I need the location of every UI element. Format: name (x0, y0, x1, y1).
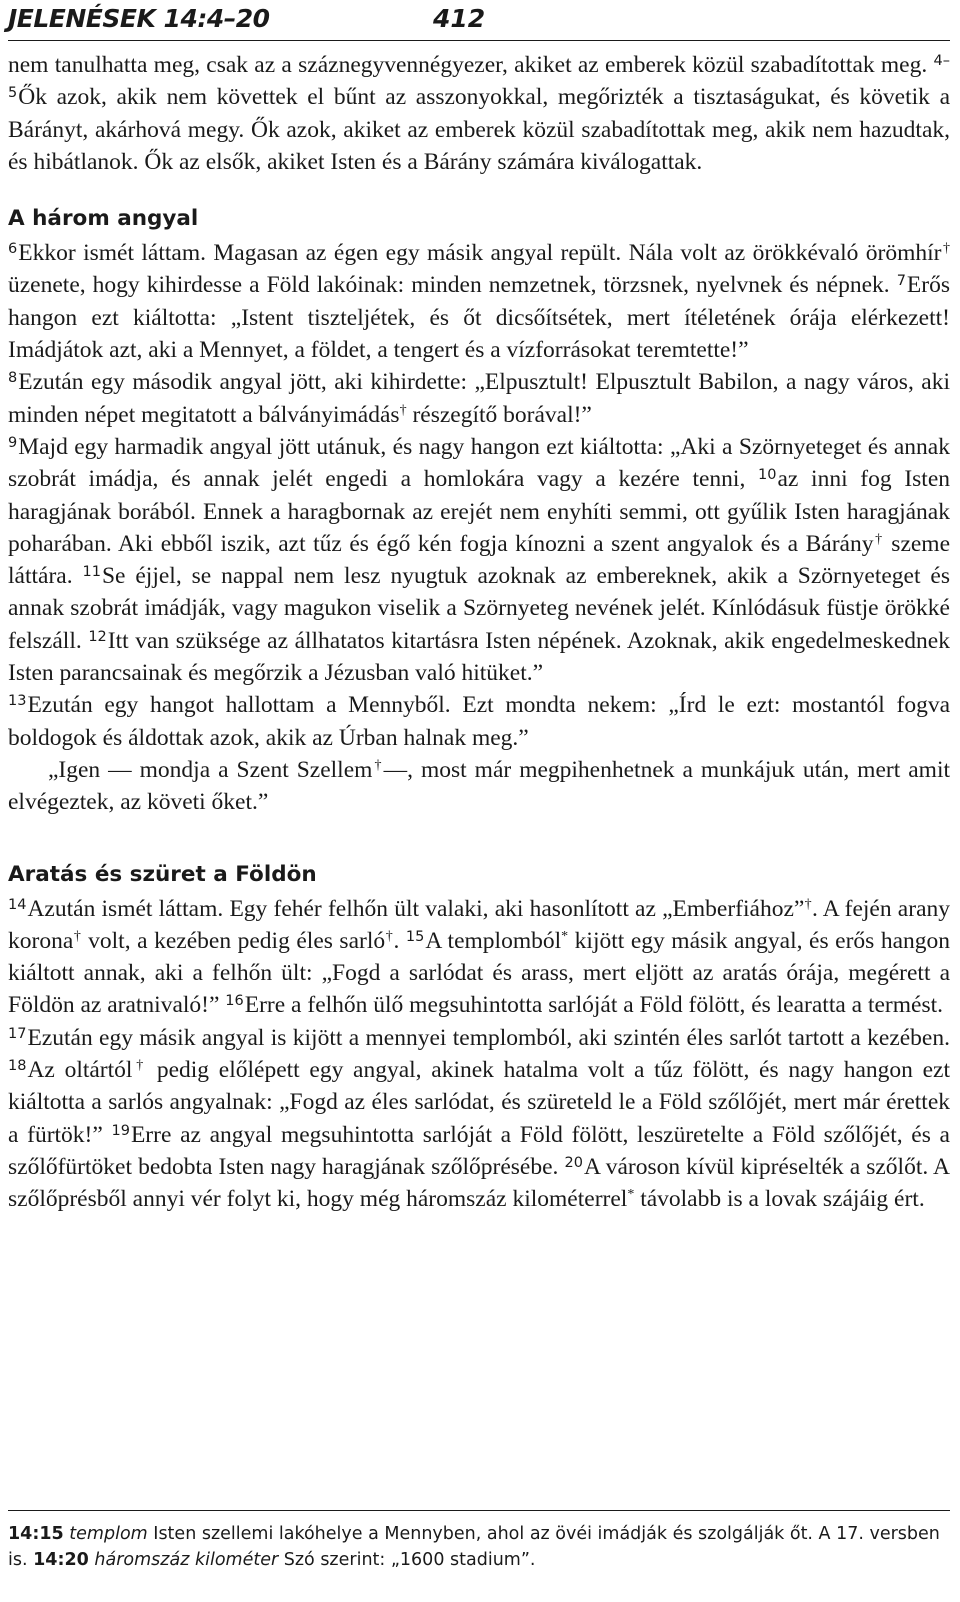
verse-text: Majd egy harmadik angyal jött utánuk, és nagy hangon ezt kiáltotta: „Aki a Szörnyeteget és annak szobrát imádja, és annak jelét engedi a homlokára vagy a kezére tenni, (8, 433, 950, 493)
verse-text: szeme láttára. (8, 530, 951, 590)
verse-text: Se éjjel, se nappal nem lesz nyugtuk azoknak az embereknek, akik a Szörnyeteget és annak szobrát imádják, vagy magukon viselik a Szörnyeteg nevének jelét. Kínlódásuk füstje örökké felszáll. (8, 563, 950, 654)
glossary-marker: * (627, 1187, 635, 1203)
verse-number: 13 (8, 693, 27, 710)
verse-text: Ezután egy második angyal jött, aki kihirdette: „Elpusztult! Elpusztult Babilon, a nagy város, aki minden népet megitatott a bálványimádás (8, 369, 950, 428)
footnote-text: Isten szellemi lakóhelye a Mennyben, ahol az övéi imádják és szolgálják őt. A 17. versben is. (8, 1524, 940, 1570)
verse-number: 14 (8, 896, 27, 913)
verse-text: részegítő borával!” (406, 401, 592, 428)
verse-text: Ezután egy hangot hallottam a Mennyből. Ezt mondta nekem: „Írd le ezt: mostantól fogva boldogok és áldottak azok, akik az Úrban halnak meg.” (8, 692, 950, 751)
footnote-text: Szó szerint: „1600 stadium”. (283, 1550, 536, 1570)
verse-number: 11 (82, 564, 101, 581)
paragraph (8, 366, 950, 431)
verse-text: az inni fog Isten haragjának borából. Ennek a haragbornak az erejét nem enyhíti semmi, ott gyűlik Isten haragjának poharában. Aki ebből iszik, azt tűz és égő kén fogja kínozni a szent angyalok és a Bárány (8, 466, 951, 557)
section-heading: A három angyal (8, 206, 199, 232)
footnotes (8, 1510, 950, 1573)
verse-text: Erős hangon ezt kiáltotta: „Istent tiszteljétek, és őt dicsőítsétek, mert ítéletének órája elérkezett! Imádjátok azt, aki a Mennyet, a földet, a tengert és a vízforrásokat teremtette!” (8, 272, 950, 364)
verse-text: „Igen — mondja a Szent Szellem (48, 756, 373, 783)
verse-text: Erre a felhőn ülő megsuhintotta sarlóját a Föld fölött, és learatta a termést. (244, 992, 944, 1019)
verse-text: Ezután egy másik angyal is kijött a mennyei templomból, aki szintén éles sarlót tartott a kezében. (27, 1024, 950, 1051)
paragraph (8, 237, 950, 366)
verse-text: Az oltártól (27, 1057, 133, 1084)
verse-text: A városon kívül kipréselték a szőlőt. A szőlőprésből annyi vér folyt ki, hogy még háromszáz kilométerrel (8, 1153, 950, 1213)
running-header (8, 0, 950, 41)
verse-text: pedig előlépett egy angyal, akinek hatalma volt a tűz fölött, és nagy hangon ezt kiáltotta a sarlós angyalnak: „Fogd az éles sarlódat, és szüreteld le a Föld szőlőjét, mert már érettek a fürtök!” (8, 1057, 951, 1148)
verse-text: Ekkor ismét láttam. Magasan az égen egy másik angyal repült. Nála volt az örökkévaló örömhír (18, 240, 942, 267)
section-heading: Aratás és szüret a Földön (8, 861, 317, 887)
verse-number: 8 (8, 370, 18, 387)
verse-text: Azután ismét láttam. Egy fehér felhőn ült valaki, aki hasonlított az „Emberfiához” (27, 895, 805, 922)
scripture-text (8, 49, 950, 1216)
paragraph (8, 689, 950, 754)
verse-text: távolabb is a lovak szájáig ért. (634, 1186, 925, 1213)
verse-number: 17 (8, 1025, 27, 1042)
verse-number: 19 (111, 1122, 130, 1139)
verse-number: 9 (8, 434, 18, 451)
verse-number: 7 (896, 273, 906, 290)
glossary-marker: † (372, 757, 384, 773)
verse-number: 15 (405, 928, 425, 945)
glossary-marker: * (561, 928, 569, 944)
glossary-marker: † (804, 896, 812, 912)
paragraph (8, 49, 950, 178)
paragraph (8, 1022, 950, 1216)
verse-number: 20 (564, 1154, 583, 1171)
glossary-marker: † (385, 928, 394, 944)
glossary-marker: † (941, 241, 950, 257)
verse-number: 16 (225, 993, 244, 1010)
chapter-reference: JELENÉSEK 14:4–20 (8, 4, 270, 33)
paragraph (8, 893, 950, 1022)
footnote-term: háromszáz kilométer (94, 1550, 279, 1570)
verse-number: 10 (758, 467, 777, 484)
verse-text: Itt van szüksége az állhatatos kitartásra Isten népének. Azoknak, akik engedelmeskednek Isten parancsainak és megőrzik a Jézusban való hitüket.” (8, 627, 950, 687)
verse-text: A templomból (425, 927, 562, 954)
verse-text: Ők azok, akik nem követtek el bűnt az asszonyokkal, megőrizték a tisztaságukat, és követik a Bárányt, akárhová megy. Ők azok, akiket az emberek közül szabadítottak meg, akik nem hazudtak, és hibátlanok. Ők az elsők, akiket Isten és a Bárány számára kiválogattak. (8, 84, 950, 175)
verse-text: —, most már megpihenhetnek a munkájuk után, mert amit elvégeztek, az követi őket.” (8, 756, 950, 816)
footnote-reference: 14:20 (33, 1550, 89, 1570)
verse-text: nem tanulhatta meg, csak az a száznegyvennégyezer, akiket az emberek közül szabadítottak meg. (8, 52, 934, 78)
verse-number: 12 (88, 628, 107, 645)
verse-text: Erre az angyal megsuhintotta sarlóját a Föld fölött, leszüretelte a Föld szőlőjét, és a szőlőfürtöket bedobta Isten nagy haragjának szőlőprésébe. (8, 1121, 950, 1180)
verse-number: 18 (8, 1058, 27, 1075)
verse-number: 4–5 (8, 53, 950, 102)
verse-text: . A fején arany korona (8, 895, 950, 954)
glossary-marker: † (873, 531, 884, 547)
verse-text: üzenete, hogy kihirdesse a Föld lakóinak: minden nemzetnek, törzsnek, nyelvnek és népnek. (8, 272, 897, 299)
verse-text: volt, a kezében pedig éles sarló (81, 927, 386, 954)
footnote (33, 1550, 535, 1570)
glossary-marker: † (73, 928, 82, 944)
footnote-reference: 14:15 (8, 1524, 64, 1544)
page-number: 412 (433, 4, 486, 33)
footnote-term: templom (69, 1524, 148, 1544)
paragraph (8, 431, 950, 689)
glossary-marker: † (399, 402, 407, 418)
glossary-marker: † (132, 1058, 148, 1074)
paragraph (8, 754, 950, 819)
verse-number: 6 (8, 241, 18, 258)
verse-text: . (393, 927, 406, 954)
verse-text: kijött egy másik angyal, és erős hangon kiáltott annak, aki a felhőn ült: „Fogd a sarlódat és arass, mert eljött az aratás órája, megérett a Földön az aratnivaló!” (8, 927, 951, 1019)
